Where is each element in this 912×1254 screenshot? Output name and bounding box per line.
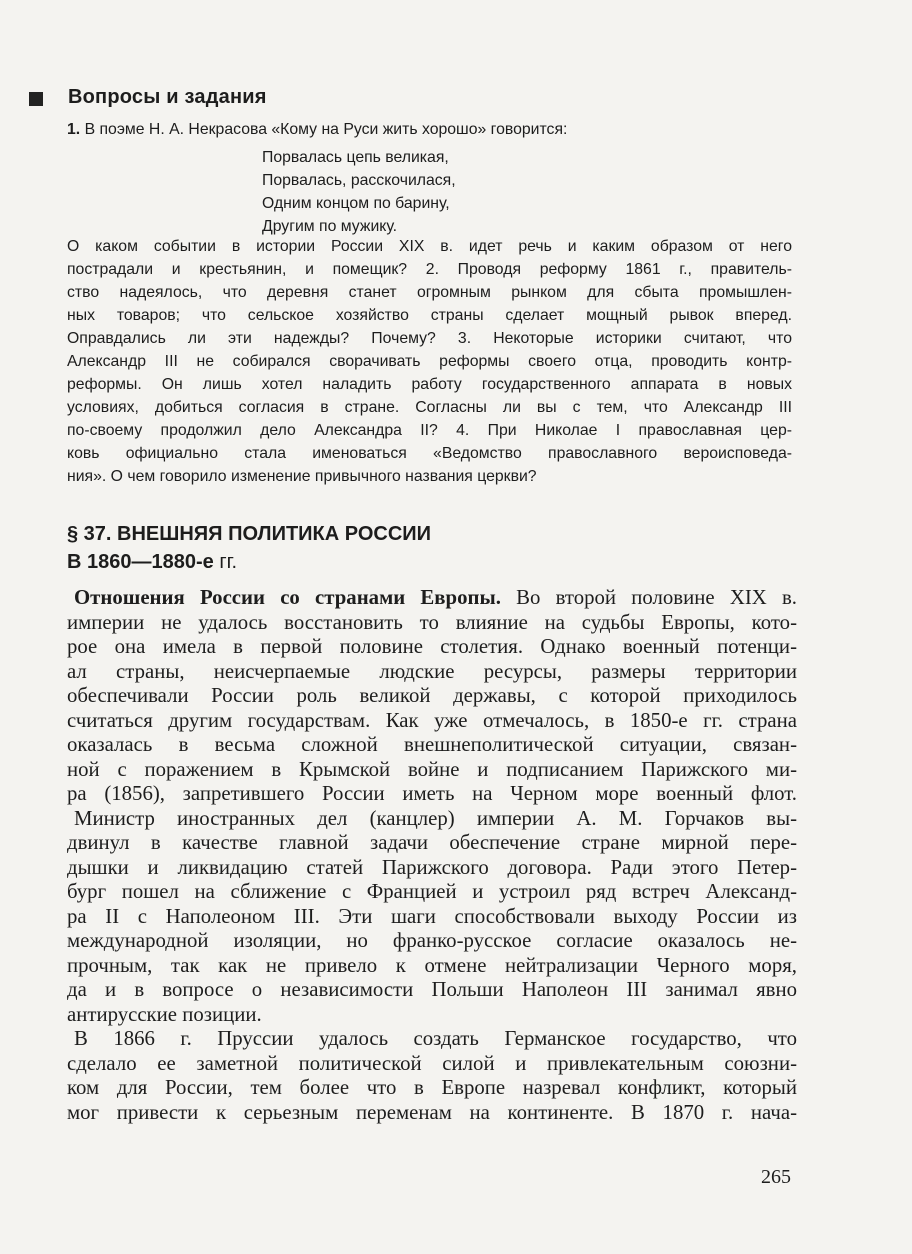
poem-quote — [262, 146, 456, 238]
body-line: ал страны, неисчерпаемые людские ресурсы, размеры территории — [67, 659, 797, 683]
body-line — [67, 586, 797, 611]
questions-line: Оправдались ли эти надежды? Почему? 3. Некоторые историки считают, что — [67, 330, 792, 347]
section-title-years: В 1860—1880-е — [67, 551, 214, 573]
questions-line: пострадали и крестьянин, и помещик? 2. Проводя реформу 1861 г., правитель- — [67, 261, 792, 278]
body-line-text: Во второй половине XIX в. — [500, 586, 798, 609]
questions-title: Вопросы и задания — [68, 86, 267, 108]
questions-line: ных товаров; что сельское хозяйство страны сделает мощный рывок вперед. — [67, 307, 792, 324]
question-number: 1. — [67, 121, 81, 138]
questions-line: условиях, добиться согласия в стране. Согласны ли вы с тем, что Александр III — [67, 399, 792, 416]
questions-line: реформы. Он лишь хотел наладить работу государственного аппарата в новых — [67, 376, 792, 393]
body-line: мог привести к серьезным переменам на континенте. В 1870 г. нача- — [67, 1100, 797, 1124]
section-title-line-1: § 37. ВНЕШНЯЯ ПОЛИТИКА РОССИИ — [67, 523, 432, 545]
section-body — [67, 586, 797, 1125]
body-line: двинул в качестве главной задачи обеспечение стране мирной пере- — [67, 831, 797, 854]
body-line: обеспечивали России роль великой державы, с которой приходилось — [67, 684, 797, 707]
section-title-line-2 — [67, 548, 431, 576]
body-line: считаться другим государствам. Как уже отмечалось, в 1850-е гг. страна — [67, 708, 797, 732]
body-line: ра II с Наполеоном III. Эти шаги способствовали выходу России из — [67, 904, 797, 928]
body-line: ной с поражением в Крымской войне и подписанием Парижского ми- — [67, 757, 797, 781]
questions-line: ния». О чем говорило изменение привычного названия церкви? — [67, 468, 537, 485]
body-line: империи не удалось восстановить то влияние на судьбы Европы, кото- — [67, 610, 797, 634]
body-line: В 1866 г. Пруссии удалось создать Германское государство, что — [74, 1027, 797, 1050]
body-line: ра (1856), запретившего России иметь на Черном море военный флот. — [67, 782, 797, 805]
poem-line: Порвалась цепь великая, — [262, 149, 449, 166]
body-line: Министр иностранных дел (канцлер) империи А. М. Горчаков вы- — [74, 806, 797, 830]
questions-heading — [29, 86, 267, 109]
body-line: рое она имела в первой половине столетия. Однако военный потенци- — [67, 635, 797, 658]
body-line: антирусские позиции. — [67, 1002, 262, 1026]
section-title — [67, 520, 431, 576]
square-bullet-icon — [29, 92, 43, 106]
poem-line: Другим по мужику. — [262, 218, 398, 235]
body-line: оказалась в весьма сложной внешнеполитической ситуации, связан- — [67, 733, 797, 756]
poem-line: Одним концом по барину, — [262, 195, 450, 212]
body-line: бург пошел на сближение с Францией и устроил ряд встреч Александ- — [67, 880, 797, 903]
questions-line: ковь официально стала именоваться «Ведомство православного вероисповеда- — [67, 445, 792, 462]
questions-line: по-своему продолжил дело Александра II? 4. При Николае I православная цер- — [67, 422, 792, 439]
body-line: прочным, так как не привело к отмене нейтрализации Черного моря, — [67, 953, 797, 977]
page-number: 265 — [761, 1166, 791, 1188]
poem-line: Порвалась, расскочилася, — [262, 172, 456, 189]
section-title-suffix: гг. — [213, 551, 238, 573]
question-text: В поэме Н. А. Некрасова «Кому на Руси жить хорошо» говорится: — [80, 121, 568, 138]
question-1-intro — [67, 121, 567, 139]
body-line: да и в вопросе о независимости Польши Наполеон III занимал явно — [67, 978, 797, 1001]
questions-line: ство надеялось, что деревня станет огромным рынком для сбыта промышлен- — [67, 284, 792, 301]
questions-text — [67, 235, 792, 488]
questions-line: Александр III не собирался сворачивать реформы своего отца, проводить контр- — [67, 353, 792, 370]
body-line: ком для России, тем более что в Европе назревал конфликт, который — [67, 1076, 797, 1099]
subheading: Отношения России со странами Европы. — [74, 586, 501, 609]
questions-line: О каком событии в истории России XIX в. идет речь и каким образом от него — [67, 238, 792, 255]
body-line: дышки и ликвидацию статей Парижского договора. Ради этого Петер- — [67, 855, 797, 879]
body-line: сделало ее заметной политической силой и привлекательным союзни- — [67, 1051, 797, 1075]
body-line: международной изоляции, но франко-русское согласие оказалось не- — [67, 929, 797, 952]
